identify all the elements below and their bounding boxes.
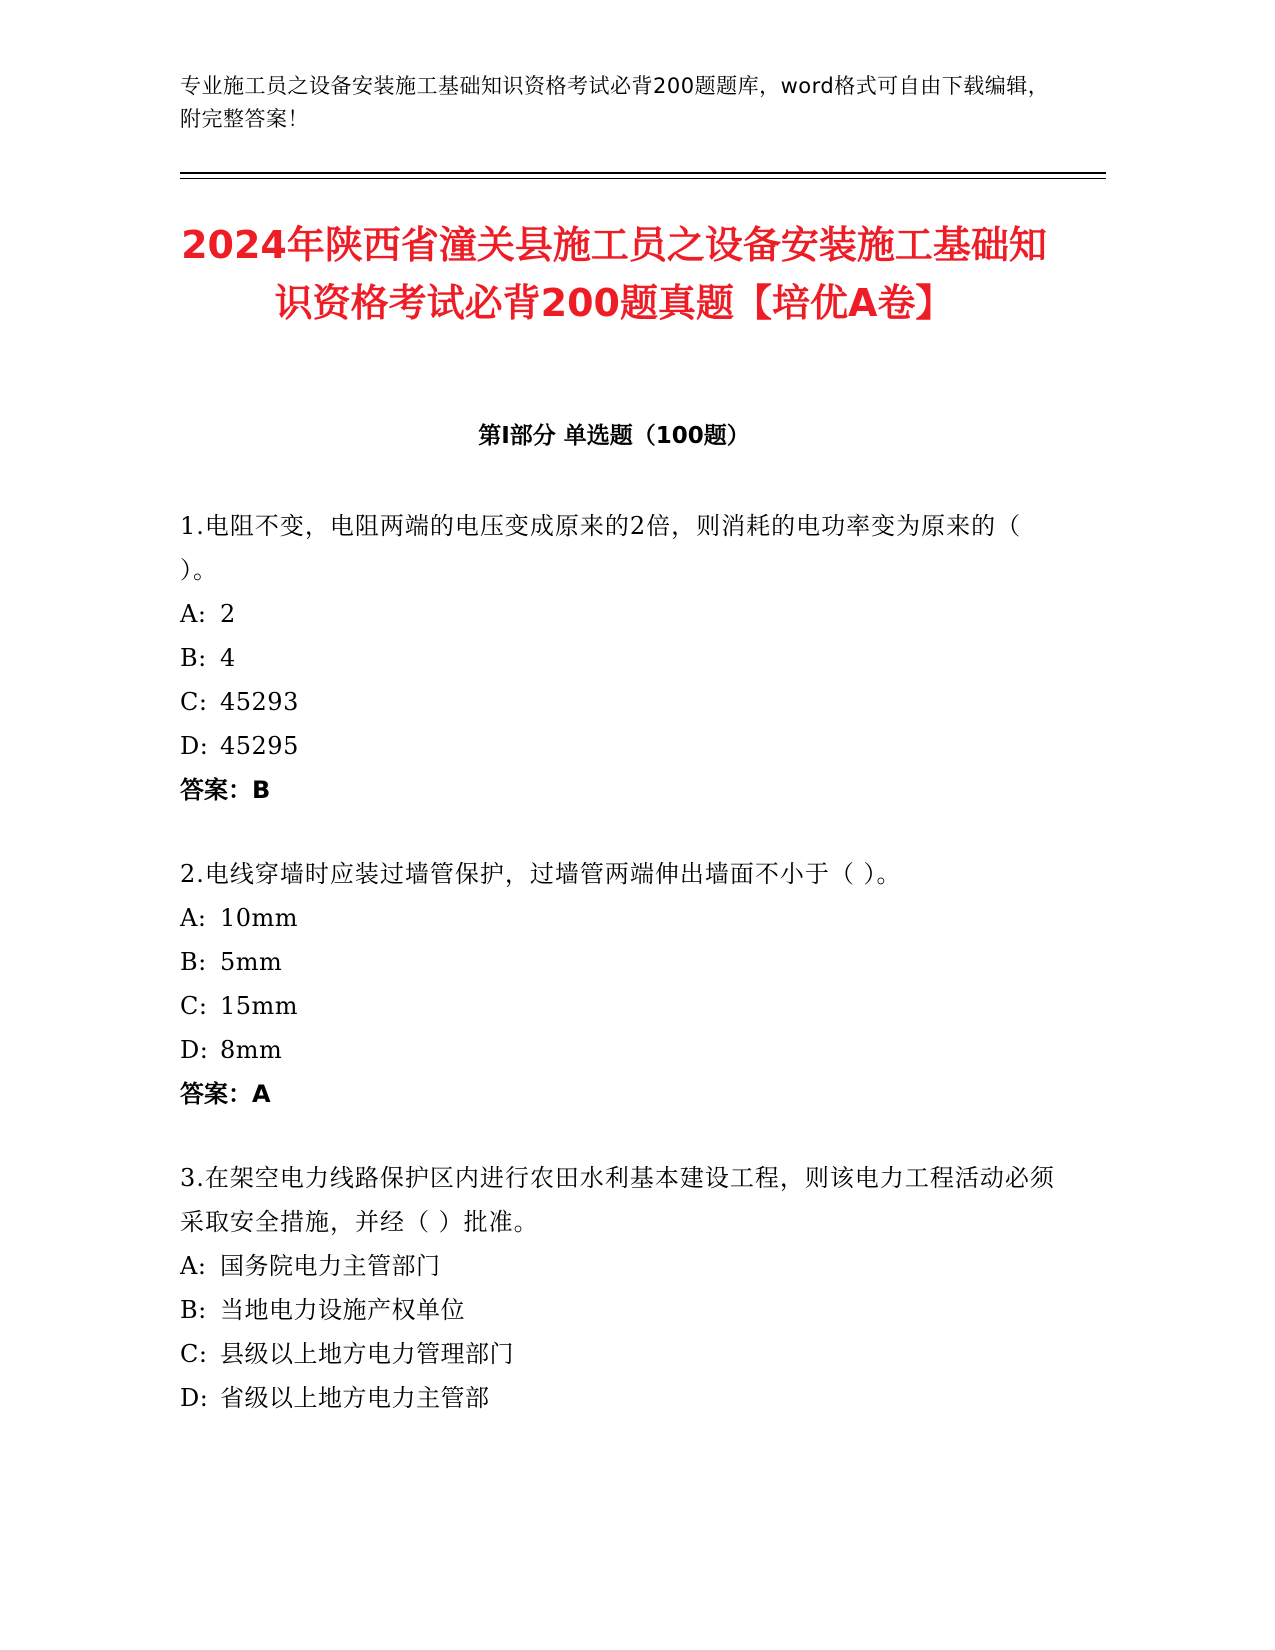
option-label: D: — [180, 1384, 209, 1412]
option-c — [180, 680, 1060, 724]
option-d — [180, 1028, 1060, 1072]
option-text: 10mm — [220, 904, 299, 932]
option-b — [180, 636, 1060, 680]
option-a — [180, 1244, 1060, 1288]
option-a — [180, 896, 1060, 940]
option-text: 省级以上地方电力主管部 — [220, 1384, 490, 1412]
question-item — [180, 852, 1060, 1116]
option-label: B: — [180, 1296, 207, 1324]
option-label: A: — [180, 1252, 207, 1280]
question-stem: 1.电阻不变，电阻两端的电压变成原来的2倍，则消耗的电功率变为原来的（ ）。 — [180, 512, 1022, 584]
option-text: 8mm — [220, 1036, 283, 1064]
section-title: 第Ⅰ部分 单选题（100题） — [478, 423, 750, 449]
option-d — [180, 1376, 1060, 1420]
answer-line: 答案：B — [180, 776, 271, 804]
option-label: B: — [180, 948, 207, 976]
question-stem: 2.电线穿墙时应装过墙管保护，过墙管两端伸出墙面不小于（ ）。 — [180, 860, 902, 888]
header-note: 专业施工员之设备安装施工基础知识资格考试必背200题题库，word格式可自由下载编辑，附完整答案！ — [180, 74, 1050, 131]
option-b — [180, 940, 1060, 984]
option-b — [180, 1288, 1060, 1332]
option-label: D: — [180, 1036, 209, 1064]
option-a — [180, 592, 1060, 636]
option-label: A: — [180, 600, 207, 628]
option-text: 45295 — [220, 732, 299, 760]
option-text: 县级以上地方电力管理部门 — [220, 1340, 514, 1368]
answer-line: 答案：A — [180, 1080, 271, 1108]
option-text: 45293 — [220, 688, 299, 716]
question-item — [180, 504, 1060, 812]
header-divider-thick — [180, 172, 1106, 174]
option-text: 5mm — [220, 948, 283, 976]
option-d — [180, 724, 1060, 768]
option-text: 15mm — [220, 992, 299, 1020]
option-c — [180, 1332, 1060, 1376]
document-title: 2024年陕西省潼关县施工员之设备安装施工基础知识资格考试必背200题真题【培优A卷】 — [181, 223, 1047, 325]
option-text: 当地电力设施产权单位 — [220, 1296, 465, 1324]
option-text: 2 — [220, 600, 236, 628]
header-divider-thin — [180, 178, 1106, 179]
question-stem: 3.在架空电力线路保护区内进行农田水利基本建设工程，则该电力工程活动必须采取安全措施，并经（ ）批准。 — [180, 1164, 1055, 1236]
option-label: D: — [180, 732, 209, 760]
option-label: C: — [180, 1340, 208, 1368]
question-item — [180, 1156, 1060, 1420]
option-label: C: — [180, 688, 208, 716]
option-label: B: — [180, 644, 207, 672]
option-label: C: — [180, 992, 208, 1020]
option-label: A: — [180, 904, 207, 932]
option-c — [180, 984, 1060, 1028]
option-text: 国务院电力主管部门 — [220, 1252, 441, 1280]
option-text: 4 — [220, 644, 236, 672]
